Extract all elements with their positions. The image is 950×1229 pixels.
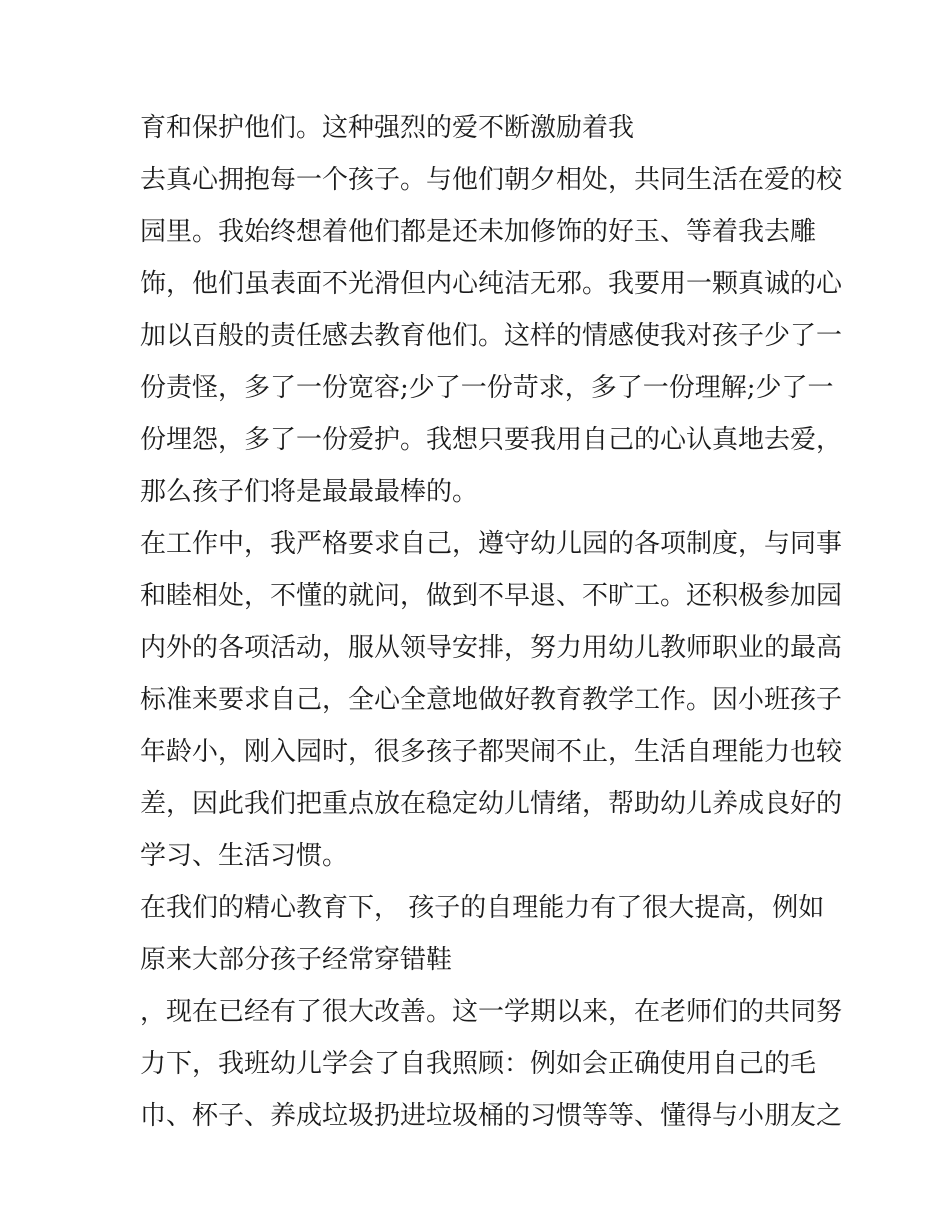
text-line: 育和保护他们。这种强烈的爱不断激励着我 xyxy=(140,113,635,143)
text-line: 去真心拥抱每一个孩子。与他们朝夕相处，共同生活在爱的校 xyxy=(140,165,843,195)
text-line: 份责怪，多了一份宽容;少了一份苛求，多了一份理解;少了一 xyxy=(140,373,834,403)
text-line: ，现在已经有了很大改善。这一学期以来，在老师们的共同努 xyxy=(140,997,843,1027)
text-line: 巾、杯子、养成垃圾扔进垃圾桶的习惯等等、懂得与小朋友之 xyxy=(140,1101,843,1131)
text-line: 园里。我始终想着他们都是还未加修饰的好玉、等着我去雕 xyxy=(140,217,817,247)
text-line: 力下，我班幼儿学会了自我照顾：例如会正确使用自己的毛 xyxy=(140,1049,817,1079)
text-line: 内外的各项活动，服从领导安排，努力用幼儿教师职业的最高 xyxy=(140,633,843,663)
text-line: 学习、生活习惯。 xyxy=(140,841,349,871)
text-line: 加以百般的责任感去教育他们。这样的情感使我对孩子少了一 xyxy=(140,321,843,351)
text-line: 饰，他们虽表面不光滑但内心纯洁无邪。我要用一颗真诚的心 xyxy=(140,269,843,299)
text-line: 那么孩子们将是最最最棒的。 xyxy=(140,477,479,507)
text-line: 原来大部分孩子经常穿错鞋 xyxy=(140,945,453,975)
body-text xyxy=(140,107,843,1147)
text-line: 在我们的精心教育下， 孩子的自理能力有了很大提高，例如 xyxy=(140,893,825,923)
text-line: 差，因此我们把重点放在稳定幼儿情绪，帮助幼儿养成良好的 xyxy=(140,789,843,819)
text-line: 标准来要求自己，全心全意地做好教育教学工作。因小班孩子 xyxy=(140,685,843,715)
text-line: 在工作中，我严格要求自己，遵守幼儿园的各项制度，与同事 xyxy=(140,529,843,559)
text-line: 年龄小，刚入园时，很多孩子都哭闹不止，生活自理能力也较 xyxy=(140,737,843,767)
text-line: 份埋怨，多了一份爱护。我想只要我用自己的心认真地去爱， xyxy=(140,425,843,455)
text-line: 和睦相处，不懂的就问，做到不早退、不旷工。还积极参加园 xyxy=(140,581,843,611)
